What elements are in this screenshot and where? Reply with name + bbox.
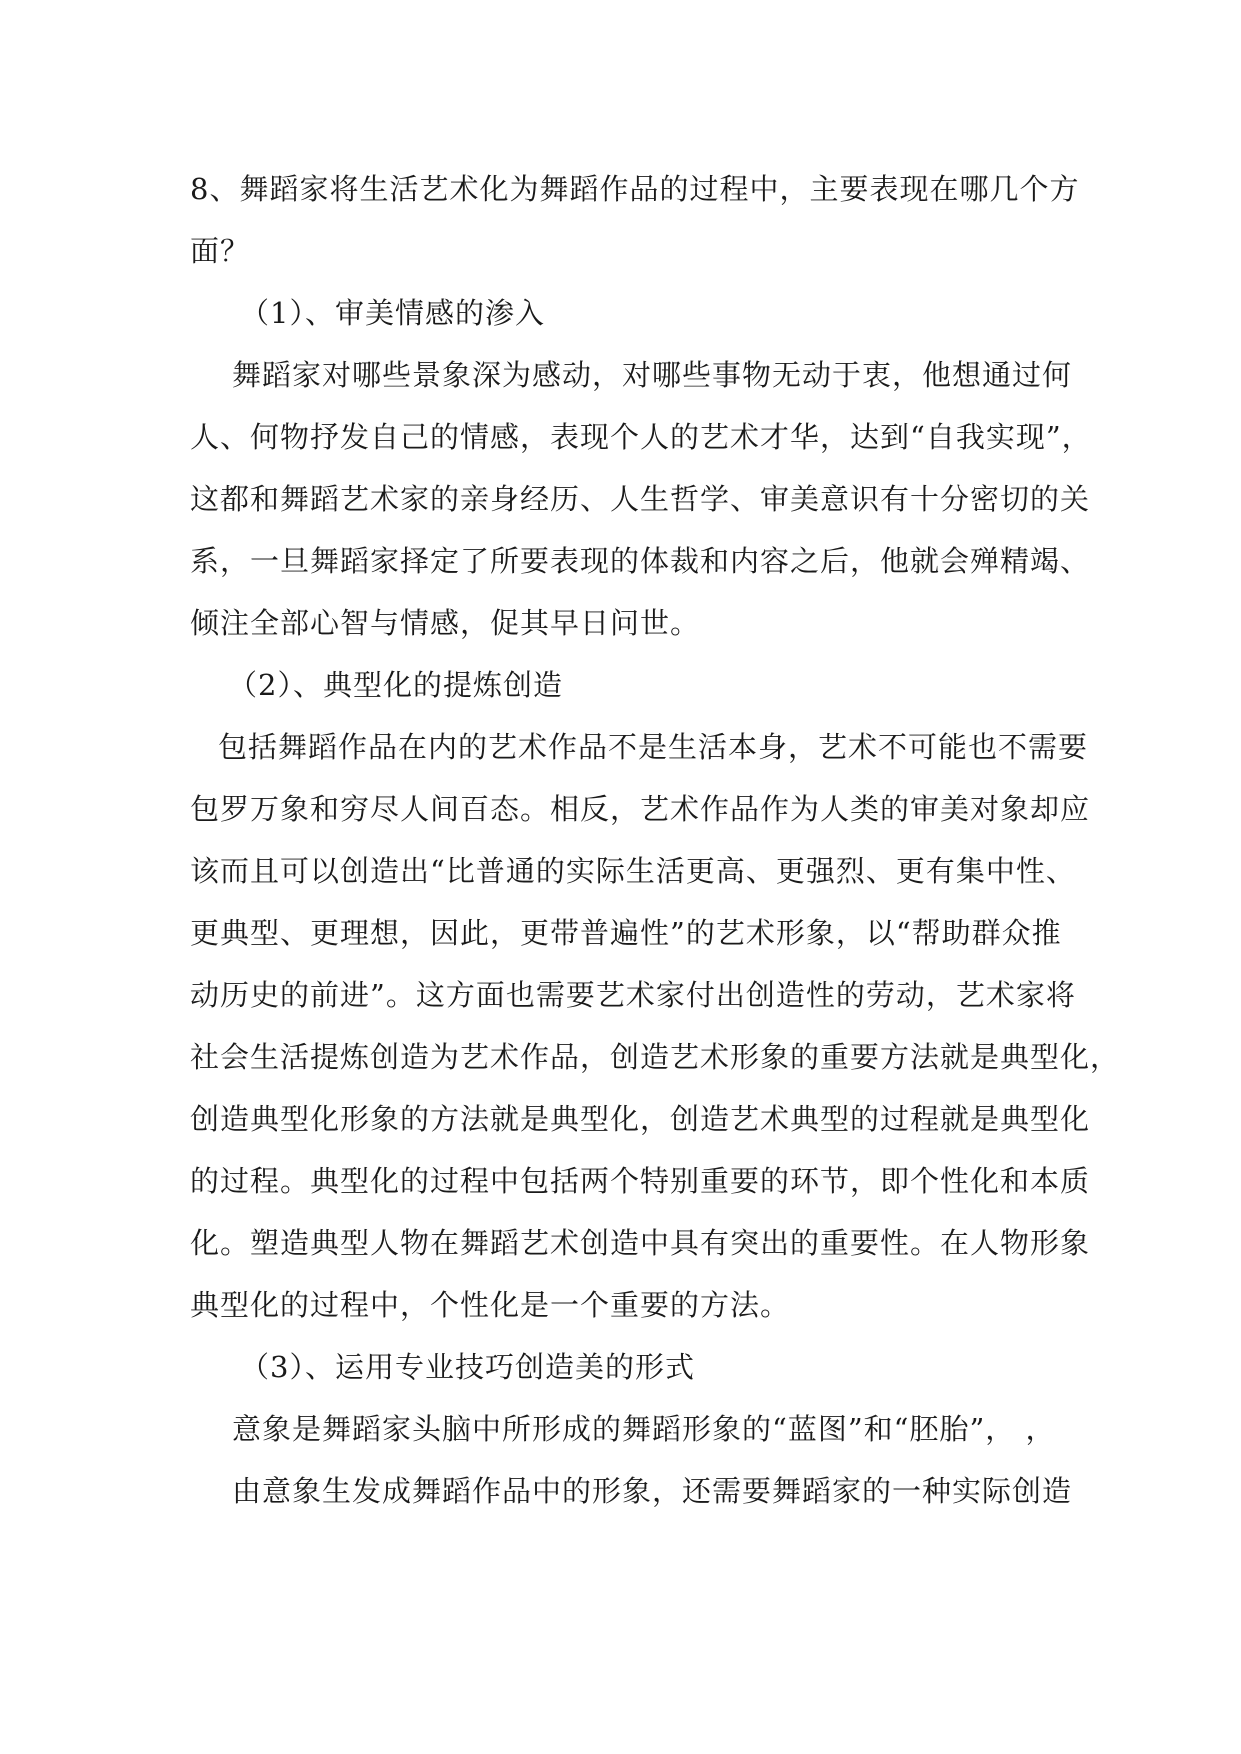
- section1-line: 人、何物抒发自己的情感，表现个人的艺术才华，达到“自我实现”，: [190, 420, 1092, 454]
- section2-line: 典型化的过程中，个性化是一个重要的方法。: [190, 1288, 791, 1322]
- section2-line: 创造典型化形象的方法就是典型化，创造艺术典型的过程就是典型化: [190, 1102, 1091, 1136]
- section3-heading: （3）、运用专业技巧创造美的形式: [240, 1350, 695, 1384]
- section1-line: 系，一旦舞蹈家择定了所要表现的体裁和内容之后，他就会殚精竭、: [190, 544, 1091, 578]
- section2-line: 该而且可以创造出“比普通的实际生活更高、更强烈、更有集中性、: [190, 854, 1076, 888]
- section2-heading: （2）、典型化的提炼创造: [228, 668, 563, 702]
- section1-line: 倾注全部心智与情感，促其早日问世。: [190, 606, 701, 640]
- section2-line: 的过程。典型化的过程中包括两个特别重要的环节，即个性化和本质: [190, 1164, 1091, 1198]
- section2-line: 动历史的前进”。这方面也需要艺术家付出创造性的劳动，艺术家将: [190, 978, 1076, 1012]
- section1-heading: （1）、审美情感的渗入: [240, 296, 545, 330]
- section2-line: 社会生活提炼创造为艺术作品，创造艺术形象的重要方法就是典型化，: [190, 1040, 1121, 1074]
- section2-line: 包罗万象和穷尽人间百态。相反，艺术作品作为人类的审美对象却应: [190, 792, 1091, 826]
- section2-line: 更典型、更理想，因此，更带普遍性”的艺术形象，以“帮助群众推: [190, 916, 1062, 950]
- section1-line: 舞蹈家对哪些景象深为感动，对哪些事物无动于衷，他想通过何: [232, 358, 1073, 392]
- question-line-1: 8、舞蹈家将生活艺术化为舞蹈作品的过程中，主要表现在哪几个方: [190, 172, 1080, 206]
- question-line-2: 面？: [190, 234, 251, 268]
- section3-line: 意象是舞蹈家头脑中所形成的舞蹈形象的“蓝图”和“胚胎”， ，: [232, 1412, 1056, 1446]
- section3-line: 由意象生发成舞蹈作品中的形象，还需要舞蹈家的一种实际创造: [232, 1474, 1073, 1508]
- section2-line: 包括舞蹈作品在内的艺术作品不是生活本身，艺术不可能也不需要: [218, 730, 1089, 764]
- section2-line: 化。塑造典型人物在舞蹈艺术创造中具有突出的重要性。在人物形象: [190, 1226, 1091, 1260]
- document-body: [190, 158, 1121, 1522]
- section1-line: 这都和舞蹈艺术家的亲身经历、人生哲学、审美意识有十分密切的关: [190, 482, 1091, 516]
